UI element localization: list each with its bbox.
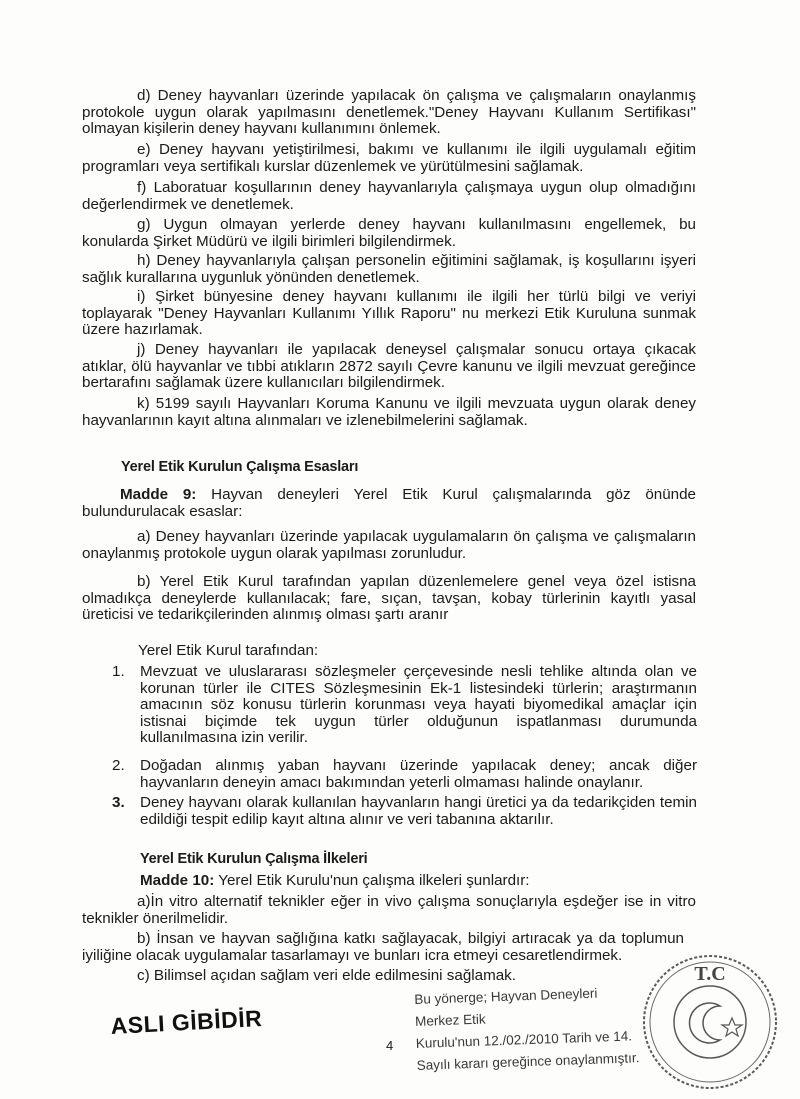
section-heading-10: Yerel Etik Kurulun Çalışma İlkeleri: [140, 851, 368, 867]
madde-10-c: c) Bilimsel açıdan sağlam veri elde edilmesini sağlamak.: [137, 967, 516, 984]
paragraph-d: d) Deney hayvanları üzerinde yapılacak ön çalışma ve çalışmaların onaylanmış protokole uygun olarak yapılmasını denetlemek."Deney Hayvanı Kullanım Sertifikası" olmayan kişilerin deney hayvanı kullanımını önlemek.: [82, 87, 696, 137]
madde-9-paragraph: [82, 487, 696, 520]
list-number: 2.: [112, 757, 125, 774]
paragraph-i: i) Şirket bünyesine deney hayvanı kullanımı ile ilgili her türlü bilgi ve veriyi toplayarak "Deney Hayvanları Kullanımı Yıllık Raporu" nu merkezi Etik Kuruluna sunmak üzere hazırlamak.: [82, 288, 696, 338]
paragraph-f: f) Laboratuar koşullarının deney hayvanlarıyla çalışmaya uygun olup olmadığını değerlendirmek ve denetlemek.: [82, 179, 696, 213]
section-heading-9: Yerel Etik Kurulun Çalışma Esasları: [121, 459, 359, 475]
madde-10-text: Yerel Etik Kurulu'nun çalışma ilkeleri şunlardır:: [214, 872, 530, 889]
approval-line-3: Sayılı kararı gereğince onaylanmıştır.: [416, 1050, 640, 1073]
list-text: Doğadan alınmış yaban hayvanı üzerinde yapılacak deney; ancak diğer hayvanların deneyin amacı bakımından yeterli olmaması halinde onaylanır.: [140, 757, 697, 791]
official-seal-icon: [636, 948, 784, 1096]
madde-9-text: Hayvan deneyleri Yerel Etik Kurul çalışmalarında göz önünde bulundurulacak esaslar:: [82, 486, 696, 520]
list-item-1: [112, 664, 697, 747]
seal-center-text: T.C: [694, 963, 726, 985]
madde-10-a: a)İn vitro alternatif teknikler eğer in vivo çalışma sonuçlarıyla eşdeğer ise in vitro teknikler önerilmelidir.: [82, 893, 696, 927]
list-text: Deney hayvanı olarak kullanılan hayvanların hangi üretici ya da tedarikçiden temin edildiği tespit edilip kayıt altına alınır ve veri tabanına aktarılır.: [140, 794, 697, 828]
paragraph-h: h) Deney hayvanlarıyla çalışan personelin eğitimini sağlamak, iş koşullarını işyeri sağlık kurallarına uygunluk yönünden denetlemek.: [82, 252, 696, 286]
madde-9-intro: Yerel Etik Kurul tarafından:: [138, 642, 319, 659]
list-item-2: [112, 758, 697, 791]
madde-10-paragraph: [82, 873, 696, 890]
paragraph-k: k) 5199 sayılı Hayvanları Koruma Kanunu ve ilgili mevzuata uygun olarak deney hayvanlarının kayıt altına alınmaları ve izlenebilmelerini sağlamak.: [82, 395, 696, 429]
paragraph-j: j) Deney hayvanları ile yapılacak deneysel çalışmalar sonucu ortaya çıkacak atıklar, ölü hayvanlar ve tıbbi atıkların 2872 sayılı Çevre kanunu ve ilgili mevzuat gereğince bertarafını sağlamak üzere kullanıcıları bilgilendirmek.: [82, 341, 696, 391]
madde-10-label: Madde 10:: [140, 872, 215, 889]
paragraph-g: g) Uygun olmayan yerlerde deney hayvanı kullanılmasını engellemek, bu konularda Şirket Müdürü ve ilgili birimleri bilgilendirmek.: [82, 216, 696, 250]
approval-line-2: Kurulu'nun 12./02./2010 Tarih ve 14.: [415, 1028, 633, 1051]
madde-9-b: b) Yerel Etik Kurul tarafından yapılan düzenlemelere genel veya özel istisna olmadıkça deneylerde kullanılacak; fare, sıçan, tavşan, kobay türlerinin kayıtlı yasal üreticisi ve tedarikçilerinden alınmış olması şartı aranır: [82, 573, 696, 623]
list-item-3: [112, 795, 697, 828]
madde-9-label: Madde 9:: [120, 486, 197, 503]
page-number: 4: [386, 1038, 394, 1053]
madde-10-b: b) İnsan ve hayvan sağlığına katkı sağlayacak, bilgiyi artıracak ya da toplumun iyiliğine olacak uygulamalar tasarlamayı ve bunları icra etmeyi cesaretlendirmek.: [82, 930, 684, 964]
certified-copy-stamp: ASLI GİBİDİR: [110, 1005, 263, 1039]
paragraph-e: e) Deney hayvanı yetiştirilmesi, bakımı ve kullanımı ile ilgili uygulamalı eğitim programları veya sertifikalı kurslar düzenlemek ve yürütülmesini sağlamak.: [82, 141, 696, 175]
approval-stamp-text: [414, 981, 647, 1077]
list-number: 3.: [112, 794, 125, 811]
madde-9-a: a) Deney hayvanları üzerinde yapılacak uygulamaların ön çalışma ve çalışmaların onaylanmış protokole uygun olarak yapılması zorunludur.: [82, 528, 696, 562]
approval-line-1: Bu yönerge; Hayvan Deneyleri Merkez Etik: [414, 985, 598, 1029]
list-text: Mevzuat ve uluslararası sözleşmeler çerçevesinde nesli tehlike altında olan ve korunan türler ile CITES Sözleşmesinin Ek-1 listesindeki türlerin; araştırmanın amacının söz konusu türlerin korunması veya hayati biyomedikal amaçlar için istisnai biçimde tek uygun türler olduğunun ispatlanması durumunda kullanılmasına izin verilir.: [140, 663, 697, 746]
list-number: 1.: [112, 663, 125, 680]
